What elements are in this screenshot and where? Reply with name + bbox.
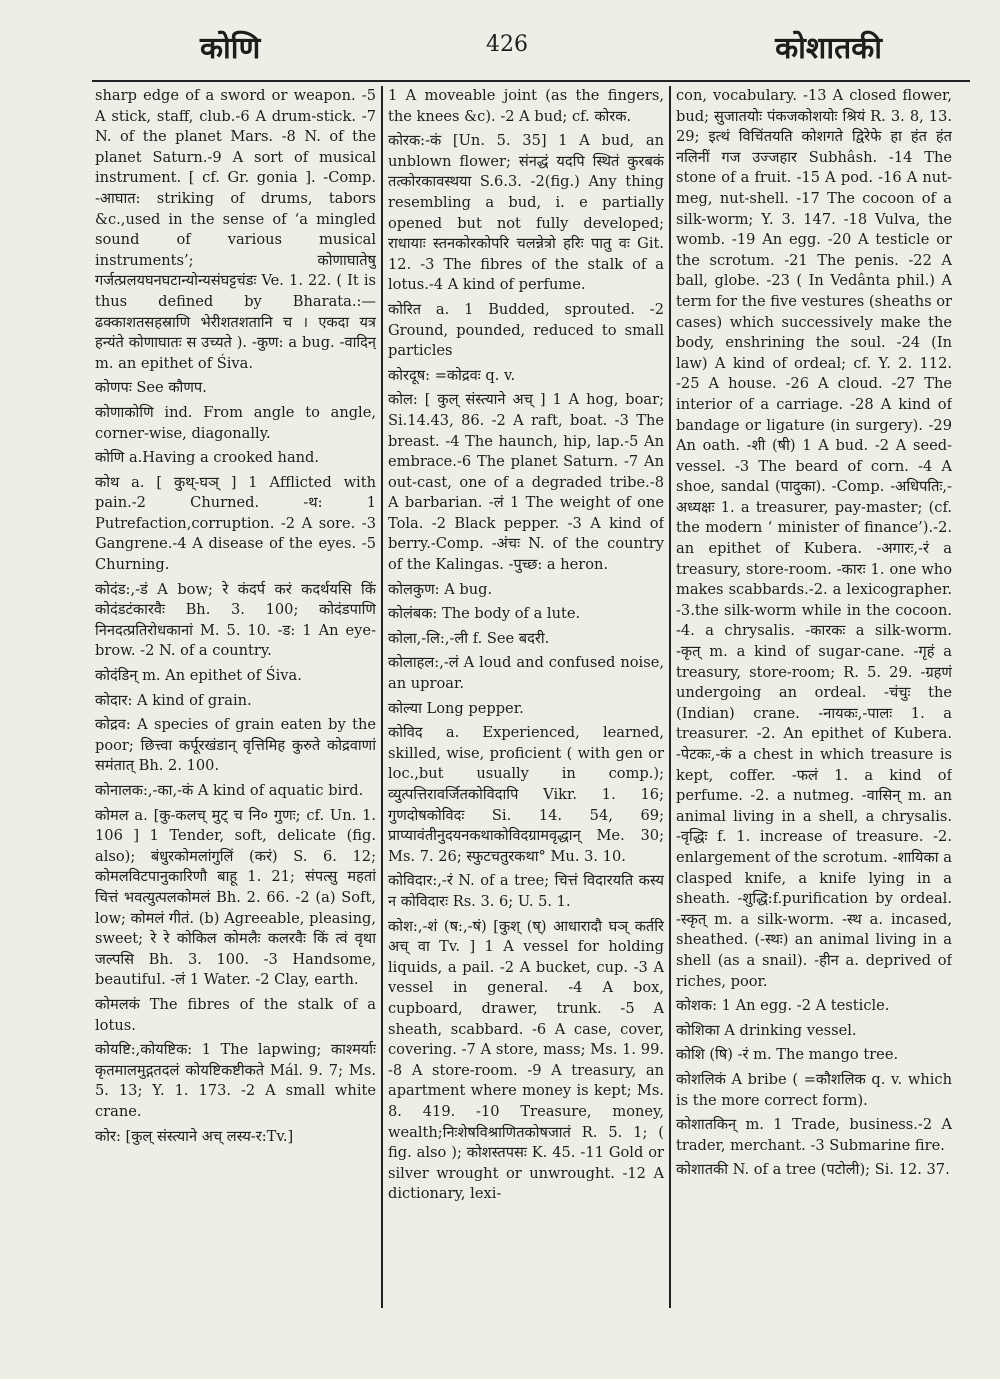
entry-paragraph: कोथ a. [ कुथ्-घञ् ] 1 Afflicted with pain.-2 Churned. -थ: 1 Putrefaction,corruption. -2 A sore. -3 Gangrene.-4 A disease of the eyes. -5 Churning.: [95, 473, 376, 574]
entry-paragraph: कोशातकी N. of a tree (पटोली); Si. 12. 37.: [676, 1161, 950, 1179]
entry-paragraph: कोदंड:,-डं A bow; रे कंदर्प करं कदर्थयसि किं कोदंडटंकारवैः Bh. 3. 100; कोदंडपाणि निनदत्प्रतिरोधकानां M. 5. 10. -ड: 1 An eye-brow. -2 N. of a country.: [95, 580, 376, 660]
left-guide-word: कोणि: [200, 31, 261, 66]
entry-paragraph: कोणि a.Having a crooked hand.: [95, 449, 320, 467]
entry-paragraph: कोशातकिन् m. 1 Trade, business.-2 A trader, merchant. -3 Submarine fire.: [676, 1116, 952, 1154]
entry-paragraph: कोविद a. Experienced, learned, skilled, wise, proficient ( with gen or loc.,but usually in comp.); व्युत्पत्तिरावर्जितकोविदापि Vikr. 1. 16; गुणदोषकोविदः Si. 14. 54, 69; प्राप्यावंतीनुदयनकथाकोविदग्रामवृद्धान् Me. 30; Ms. 7. 26; स्फुटचतुरकथा° Mu. 3. 10.: [388, 724, 664, 865]
entry-paragraph: कोलाहल:,-लं A loud and confused noise, an uproar.: [388, 654, 664, 693]
entry-paragraph: कोविदार:,-रं N. of a tree; चित्तं विदारयति कस्य न कोविदारः Rs. 3. 6; U. 5. 1.: [388, 872, 664, 910]
entry-paragraph: कोरित a. 1 Budded, sprouted. -2 Ground, pounded, reduced to small particles: [388, 300, 664, 360]
entry-paragraph: कोल: [ कुल् संस्त्याने अच् ] 1 A hog, boar; Si.14.43, 86. -2 A raft, boat. -3 The breast. -4 The haunch, hip, lap.-5 An embrace.-6 The planet Saturn. -7 An out-cast, one of a degraded tribe.-8 A barbarian. -लं 1 The weight of one Tola. -2 Black pepper. -3 A kind of berry.-Comp. -अंचः N. of the country of the Kalingas. -पुच्छ: a heron.: [388, 391, 664, 574]
entry-paragraph: कोल्या Long pepper.: [388, 699, 524, 717]
entry-paragraph: कोयष्टि:,कोयष्टिक: 1 The lapwing; काश्मर्याः कृतमालमुद्गतदलं कोयष्टिकष्टीकते Mál. 9. 7; Ms. 5. 13; Y. 1. 173. -2 A small white crane.: [95, 1041, 376, 1120]
entry-paragraph: कोमल a. [कु-कलच् मुट् च नि० गुणः; cf. Un. 1. 106 ] 1 Tender, soft, delicate (fig. also); बंधुरकोमलांगुलिं (करं) S. 6. 12; कोमलविटपानुकारिणौ बाहू 1. 21; संपत्सु महतां चित्तं भवत्युत्पलकोमलं Bh. 2. 66. -2 (a) Soft, low; कोमलं गीतं. (b) Agreeable, pleasing, sweet; रे रे कोकिल कोमलैः कलरवैः किं त्वं वृथा जल्पसि Bh. 3. 100. -3 Handsome, beautiful. -लं 1 Water. -2 Clay, earth.: [95, 806, 376, 989]
column-divider: [381, 86, 383, 1308]
page-number: 426: [486, 32, 528, 57]
entry-paragraph: कोमलकं The fibres of the stalk of a lotus.: [95, 995, 376, 1034]
entry-paragraph: con, vocabulary. -13 A closed flower, bud; सुजातयोः पंकजकोशयोः श्रियं R. 3. 8, 13. 29; इत्थं विचिंतयति कोशगते द्विरेफे हा हंत हंत नलिनीं गज उज्जहार Subhâsh. -14 The stone of a fruit. -15 A pod. -16 A nut-meg, nut-shell. -17 The cocoon of a silk-worm; Y. 3. 147. -18 Vulva, the womb. -19 An egg. -20 A testicle or the scrotum. -21 The penis. -22 A ball, globe. -23 ( In Vedânta phil.) A term for the five vestures (sheaths or cases) which successively make the body, enshrining the soul. -24 (In law) A kind of ordeal; cf. Y. 2. 112. -25 A house. -26 A cloud. -27 The interior of a carriage. -28 A kind of bandage or ligature (in surgery). -29 An oath. -शी (षी) 1 A bud. -2 A seed-vessel. -3 The beard of corn. -4 A shoe, sandal (पादुका). -Comp. -अधिपतिः,-अध्यक्षः 1. a treasurer, pay-master; (cf. the modern ‘ minister of finance’).-2. an epithet of Kubera. -अगारः,-रं a treasury, store-room. -कारः 1. one who makes scabbards.-2. a lexicographer. -3.the silk-worm while in the cocoon. -4. a chrysalis. -कारकः a silk-worm. -कृत् m. a kind of sugar-cane. -गृहं a treasury, store-room; R. 5. 29. -ग्रहणं undergoing an ordeal. -चंचुः the (Indian) crane. -नायकः,-पालः 1. a treasurer. -2. An epithet of Kubera. -पेटकः,-कं a chest in which treasure is kept, coffer. -फलं 1. a kind of perfume. -2. a nutmeg. -वासिन् m. an animal living in a shell, a chrysalis. -वृद्धिः f. 1. increase of treasure. -2. enlargement of the scrotum. -शायिका a clasped knife, a knife lying in a sheath. -शुद्धि:f.purification by ordeal. -स्कृत् m. a silk-worm. -स्थ a. incased, sheathed. (-स्थः) an animal living in a shell (as a snail). -हीन a. deprived of riches, poor.: [676, 87, 952, 990]
column-2: [388, 86, 664, 1308]
entry-paragraph: कोशि (षि) -रं m. The mango tree.: [676, 1046, 899, 1064]
column-1: [95, 86, 376, 1308]
entry-paragraph: कोला,-लि:,-ली f. See बदरी.: [388, 629, 550, 647]
entry-paragraph: कोलंबक: The body of a lute.: [388, 605, 581, 623]
header-rule: [92, 80, 970, 82]
entry-paragraph: कोदंडिन् m. An epithet of Śiva.: [95, 667, 302, 685]
entry-paragraph: कोशिका A drinking vessel.: [676, 1021, 857, 1039]
column-3: [676, 86, 952, 1308]
entry-paragraph: कोलकुण: A bug.: [388, 580, 493, 598]
entry-paragraph: कोरदूष: =कोद्रवः q. v.: [388, 366, 516, 384]
entry-paragraph: sharp edge of a sword or weapon. -5 A stick, staff, club.-6 A drum-stick. -7 N. of the planet Mars. -8 N. of the planet Saturn.-9 A sort of musical instrument. [ cf. Gr. gonia ]. -Comp. -आघात: striking of drums, tabors &c.,used in the sense of ‘a mingled sound of various musical instruments’; कोणाघातेषु गर्जत्प्रलयघनघटान्योन्यसंघट्टचंडः Ve. 1. 22. ( It is thus defined by Bharata.:— ढक्काशतसहस्राणि भेरीशतशतानि च । एकदा यत्र हन्यंते कोणाघातः स उच्यते ). -कुण: a bug. -वादिन् m. an epithet of Śiva.: [95, 87, 376, 372]
entry-paragraph: कोद्रव: A species of grain eaten by the poor; छित्त्वा कर्पूरखंडान् वृत्तिमिह कुरुते कोद्रवाणां समंतात् Bh. 2. 100.: [95, 716, 376, 775]
entry-paragraph: कोशलिकं A bribe ( =कौशलिक q. v. which is the more correct form).: [676, 1070, 952, 1109]
entry-paragraph: कोश:,-शं (ष:,-षं) [कुश् (ष्) आधारादौ घञ् कर्तरि अच् वा Tv. ] 1 A vessel for holding liquids, a pail. -2 A bucket, cup. -3 A vessel in general. -4 A box, cupboard, drawer, trunk. -5 A sheath, scabbard. -6 A case, cover, covering. -7 A store, mass; Ms. 1. 99. -8 A store-room. -9 A treasury, an apartment where money is kept; Ms. 8. 419. -10 Treasure, money, wealth;निःशेषविश्राणितकोषजातं R. 5. 1; ( fig. also ); कोशस्तपसः K. 45. -11 Gold or silver wrought or unwrought. -12 A dictionary, lexi-: [388, 917, 664, 1203]
column-divider: [669, 86, 671, 1308]
entry-paragraph: कोशक: 1 An egg. -2 A testicle.: [676, 997, 890, 1015]
right-guide-word: कोशातकी: [775, 31, 882, 66]
entry-paragraph: कोणाकोणि ind. From angle to angle, corner-wise, diagonally.: [95, 403, 376, 442]
entry-paragraph: कोर: [कुल् संस्त्याने अच् लस्य-र:Tv.]: [95, 1127, 294, 1145]
entry-paragraph: कोनालक:,-का,-कं A kind of aquatic bird.: [95, 782, 364, 799]
entry-paragraph: कोरक:-कं [Un. 5. 35] 1 A bud, an unblown flower; संनद्धं यदपि स्थितं कुरबकं तत्कोरकावस्थया S.6.3. -2(fig.) Any thing resembling a bud, i. e partially opened but not fully developed; राधायाः स्तनकोरकोपरि चलन्नेत्रो हरिः पातु वः Git. 12. -3 The fibres of the stalk of a lotus.-4 A kind of perfume.: [388, 132, 664, 294]
entry-paragraph: कोदार: A kind of grain.: [95, 691, 252, 709]
entry-paragraph: 1 A moveable joint (as the fingers, the knees &c). -2 A bud; cf. कोरक.: [388, 87, 664, 125]
entry-paragraph: कोणपः See कौणप.: [95, 379, 207, 397]
